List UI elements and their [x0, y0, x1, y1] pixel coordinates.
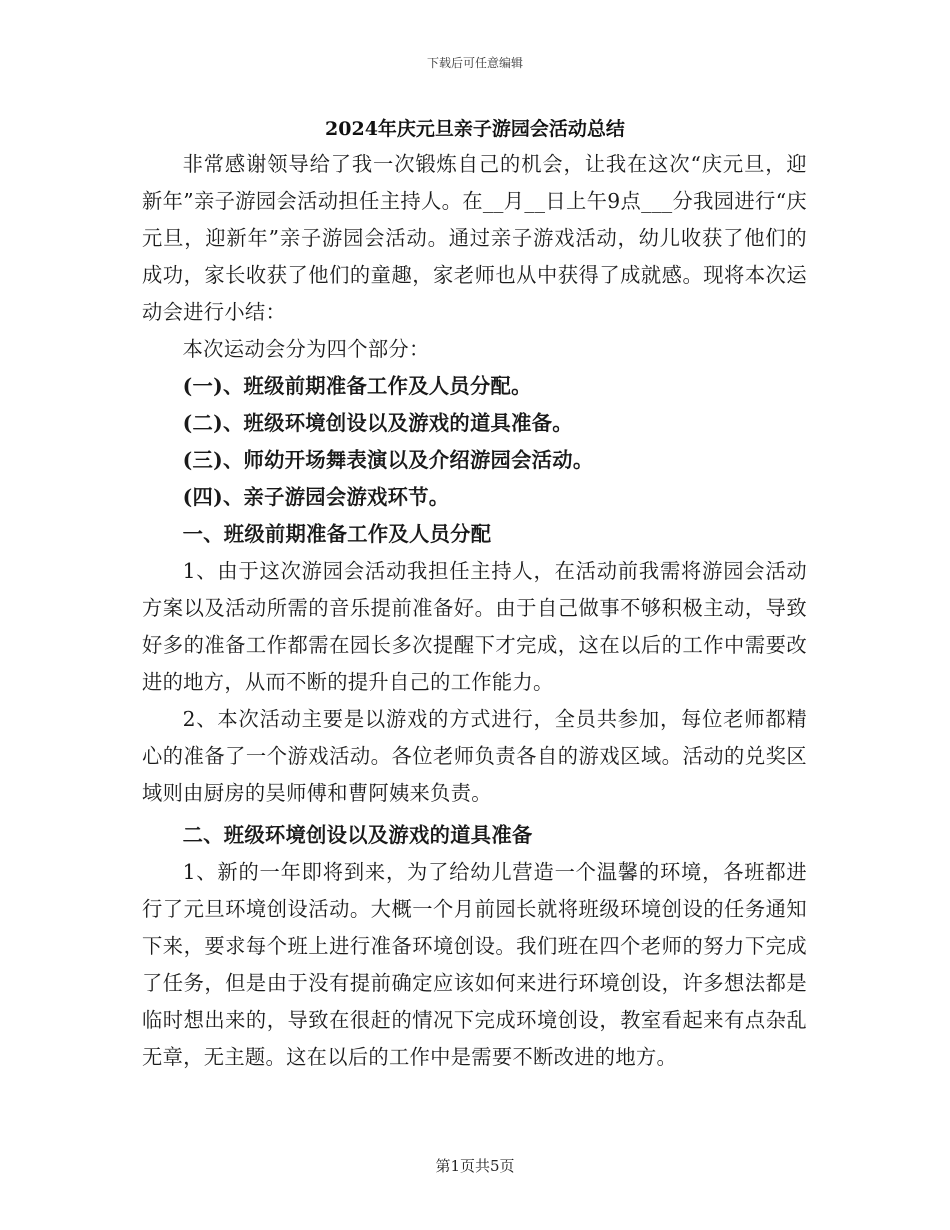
section-two-heading: 二、班级环境创设以及游戏的道具准备 [182, 823, 533, 847]
section-one-paragraph-1: 1、由于这次游园会活动我担任主持人，在活动前我需将游园会活动方案以及活动所需的音乐提前准备好。由于自己做事不够积极主动，导致好多的准备工作都需在园长多次提醒下才完成，这在以后的工作中需要改进的地方，从而不断的提升自己的工作能力。 [142, 559, 807, 694]
section-two-paragraph-1: 1、新的一年即将到来，为了给幼儿营造一个温馨的环境，各班都进行了元旦环境创设活动。大概一个月前园长就将班级环境创设的任务通知下来，要求每个班上进行准备环境创设。我们班在四个老师的努力下完成了任务，但是由于没有提前确定应该如何来进行环境创设，许多想法都是临时想出来的，导致在很赶的情况下完成环境创设，教室看起来有点杂乱无章，无主题。这在以后的工作中是需要不断改进的地方。 [142, 860, 807, 1069]
parts-intro-paragraph: 本次运动会分为四个部分： [182, 337, 430, 361]
part-three-item: (三)、师幼开场舞表演以及介绍游园会活动。 [182, 448, 594, 472]
section-one-paragraph-2: 2、本次活动主要是以游戏的方式进行，全员共参加，每位老师都精心的准备了一个游戏活动。各位老师负责各自的游戏区域。活动的兑奖区域则由厨房的吴师傅和曹阿姨来负责。 [142, 707, 807, 805]
part-one-item: (一)、班级前期准备工作及人员分配。 [182, 374, 532, 398]
document-title: 2024年庆元旦亲子游园会活动总结 [325, 118, 625, 140]
document-body [142, 146, 807, 1076]
part-four-item: (四)、亲子游园会游戏环节。 [182, 485, 450, 509]
section-one-heading: 一、班级前期准备工作及人员分配 [182, 522, 492, 546]
part-two-item: (二)、班级环境创设以及游戏的道具准备。 [182, 411, 573, 435]
intro-paragraph: 非常感谢领导给了我一次锻炼自己的机会，让我在这次“庆元旦，迎新年”亲子游园会活动担任主持人。在__月__日上午9点___分我园进行“庆元旦，迎新年”亲子游园会活动。通过亲子游戏活动，幼儿收获了他们的成功，家长收获了他们的童趣，家老师也从中获得了成就感。现将本次运动会进行小结： [142, 152, 807, 324]
page-number-footer: 第1页共5页 [435, 1157, 515, 1175]
page-header-note: 下载后可任意编辑 [426, 56, 523, 70]
